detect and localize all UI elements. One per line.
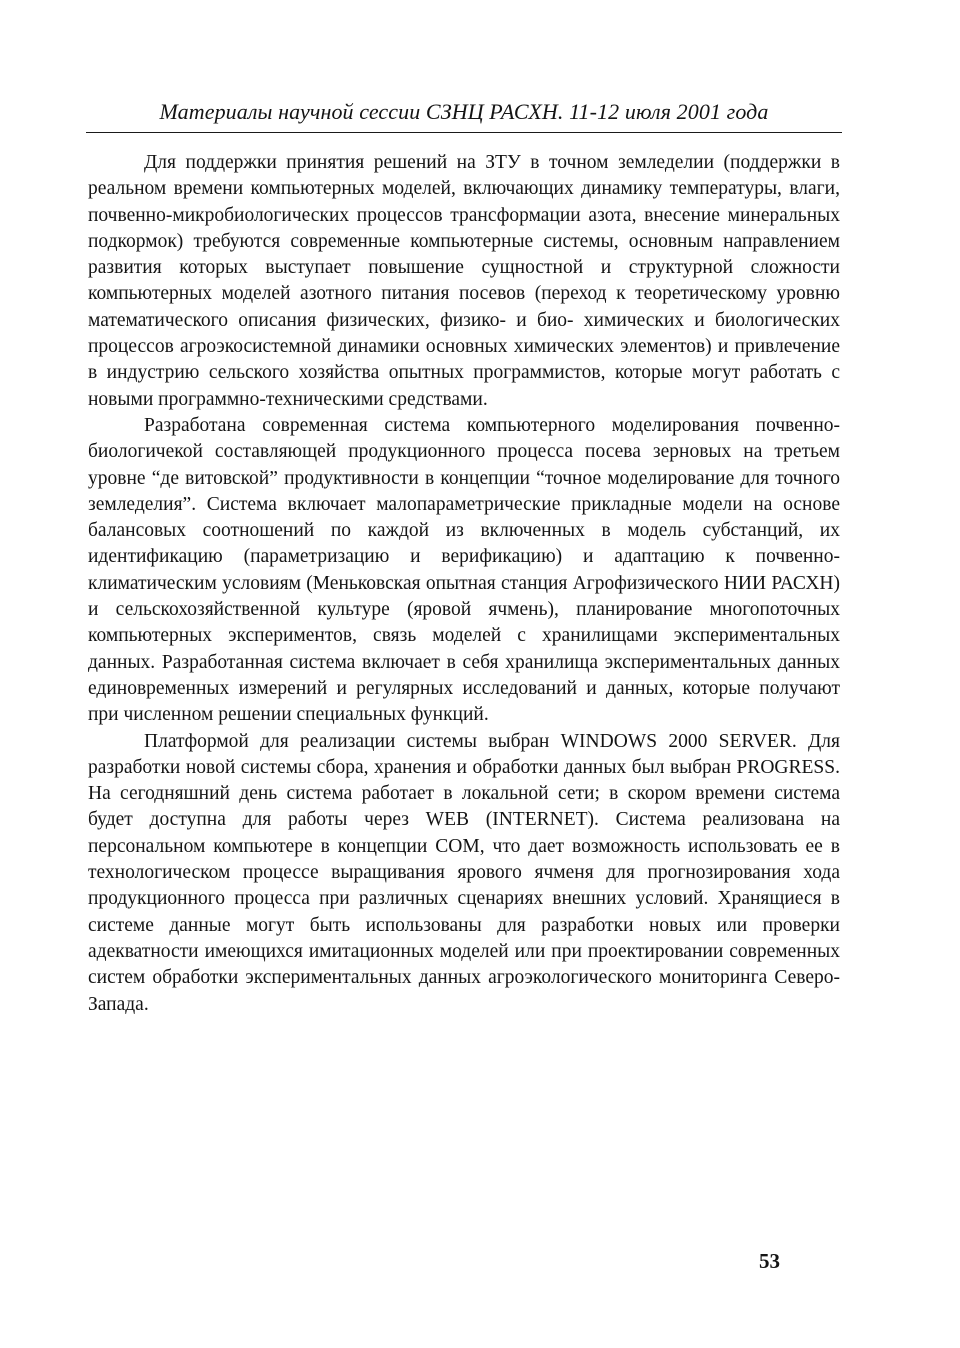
paragraph-3: Платформой для реализации системы выбран WINDOWS 2000 SERVER. Для разработки новой системы сбора, хранения и обработки данных был выбран PROGRESS. На сегодняшний день система работает в локальной сети; в скором времени система будет доступна для работы через WEB (INTERNET). Система реализована на персональном компьютере в концепции COM, что дает возможность использовать ее в технологическом процессе выращивания ярового ячменя для прогнозирования хода продукционного процесса при различных сценариях внешних условий. Хранящиеся в системе данные могут быть использованы для разработки новых или проверки адекватности имеющихся имитационных моделей или при проектировании современных систем обработки экспериментальных данных агроэкологического мониторинга Северо-Запада. bbox=[88, 730, 840, 1015]
paragraph-2: Разработана современная система компьютерного моделирования почвенно-биологичекой составляющей продукционного процесса посева зерновых на третьем уровне “де витовской” продуктивности в концепции “точное моделирование для точного земледелия”. Система включает малопараметрические прикладные модели на основе балансовых соотношений по каждой из включенных в модель субстанций, их идентификацию (параметризацию и верификацию) и адаптацию к почвенно-климатическим условиям (Меньковская опытная станция Агрофизического НИИ РАСХН) и сельскохозяйственной культуре (яровой ячмень), планирование многопоточных компьютерных экспериментов, связь моделей с хранилищами экспериментальных данных. Разработанная система включает в себя хранилища экспериментальных данных единовременных измерений и регулярных исследований и данных, которые получают при численном решении специальных функций. bbox=[88, 414, 840, 726]
body-text bbox=[88, 150, 840, 1018]
paragraph-1: Для поддержки принятия решений на ЗТУ в точном земледелии (поддержки в реальном времени компьютерных моделей, включающих динамику температуры, влаги, почвенно-микробиологических процессов трансформации азота, внесение минеральных подкормок) требуются современные компьютерные системы, основным направлением развития которых выступает повышение сущностной и структурной сложности компьютерных моделей азотного питания посевов (переход к теоретическому уровню математического описания физических, физико- и био- химических и биологических процессов агроэкосистемной динамики основных химических элементов) и привлечение в индустрию сельского хозяйства опытных программистов, которые могут работать с новыми программно-техническими средствами. bbox=[88, 152, 840, 410]
running-header: Материалы научной сессии СЗНЦ РАСХН. 11-12 июля 2001 года bbox=[159, 99, 769, 124]
header-rule bbox=[86, 132, 842, 133]
page-number: 53 bbox=[759, 1249, 780, 1273]
